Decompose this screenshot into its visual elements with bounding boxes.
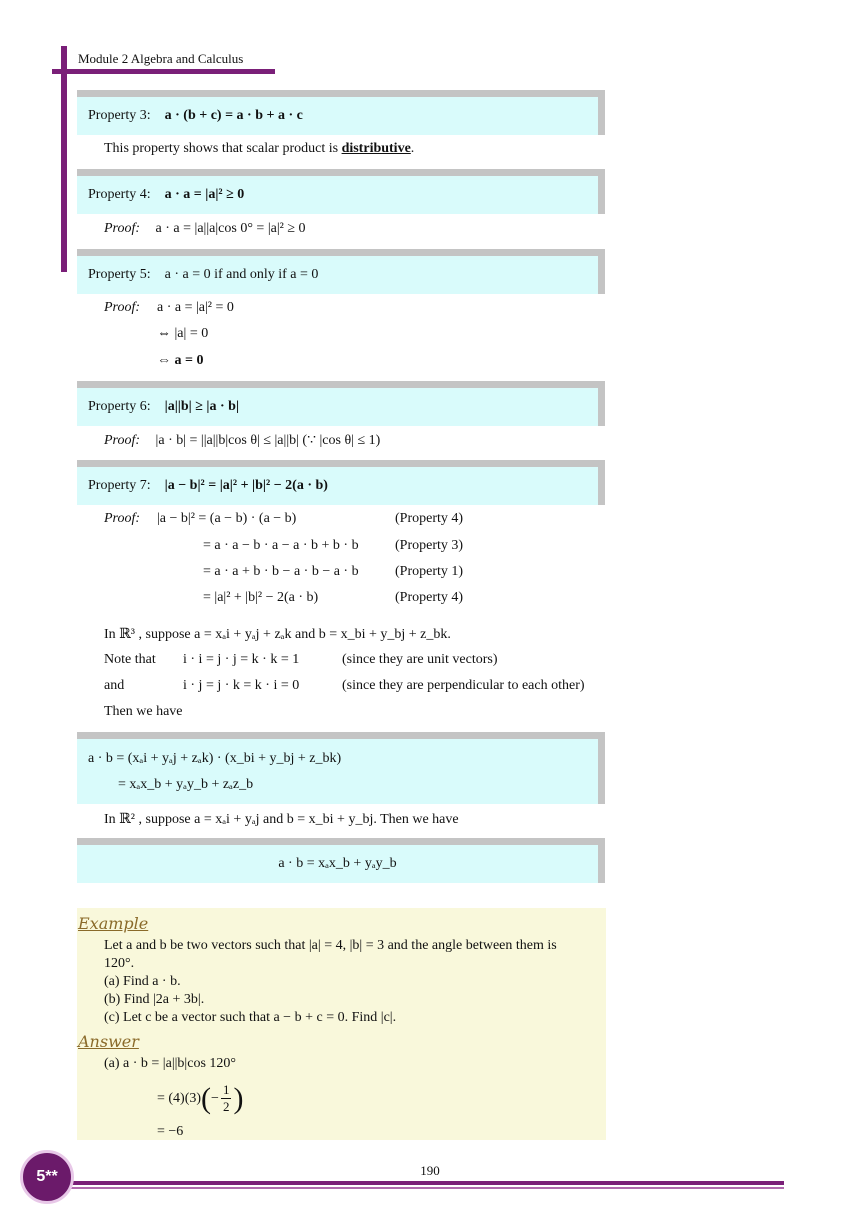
property-7-label: Property 7: xyxy=(88,478,151,493)
example-part: (a) Find a · b. xyxy=(104,974,181,989)
property-3-box xyxy=(77,90,605,135)
r3-box-line2: = xₐx_b + yₐy_b + zₐz_b xyxy=(118,777,254,792)
proof-reason: (Property 3) xyxy=(395,538,464,553)
example-text: Let a and b be two vectors such that |a| = 4, |b| = 3 and the angle between them is xyxy=(104,938,557,953)
property-6-box xyxy=(77,381,605,426)
note-expression: i · i = j · j = k · k = 1 xyxy=(183,652,300,667)
property-7-formula: |a − b|² = |a|² + |b|² − 2(a · b) xyxy=(164,478,328,493)
footer-rule-thin xyxy=(66,1187,784,1189)
note-reason: (since they are unit vectors) xyxy=(342,652,498,667)
and-expression: i · j = j · k = k · i = 0 xyxy=(183,678,300,693)
and-reason: (since they are perpendicular to each other) xyxy=(342,678,585,693)
example-part: (b) Find |2a + 3b|. xyxy=(104,992,205,1007)
r2-dot-product-box xyxy=(77,838,605,883)
footer-rule xyxy=(66,1181,784,1185)
example-text-cont: 120°. xyxy=(104,956,135,971)
module-title: Module 2 Algebra and Calculus xyxy=(78,51,244,66)
property-5-proof-line: ⇔ a = 0 xyxy=(157,353,204,368)
example-heading: Example xyxy=(78,914,149,933)
example-part: (c) Let c be a vector such that a − b + c = 0. Find |c|. xyxy=(104,1010,397,1025)
r3-dot-product-box xyxy=(77,732,605,804)
note-label: Note that xyxy=(104,652,156,667)
property-3-formula: a · (b + c) = a · b + a · c xyxy=(164,108,303,123)
property-7-proof-label: Proof: xyxy=(104,511,141,526)
page-number: 190 xyxy=(420,1163,440,1178)
proof-reason: (Property 4) xyxy=(395,511,464,526)
property-5-formula: a · a = 0 if and only if a = 0 xyxy=(164,267,319,282)
answer-line: (a) a · b = |a||b|cos 120° xyxy=(104,1056,236,1071)
fraction: $\frac{1}{2}$ xyxy=(222,1082,230,1114)
property-7-box xyxy=(77,460,605,505)
property-6-label: Property 6: xyxy=(88,399,151,414)
r3-intro: In ℝ³ , suppose a = xₐi + yₐj + zₐk and b = x_bi + y_bj + z_bk. xyxy=(104,627,451,642)
property-5-proof-line: a · a = |a|² = 0 xyxy=(157,300,234,315)
proof-step: = a · a + b · b − a · b − a · b xyxy=(203,564,359,579)
proof-step: |a − b|² = (a − b) · (a − b) xyxy=(157,511,297,526)
distributive-term: distributive xyxy=(341,141,411,156)
property-4-box xyxy=(77,169,605,214)
property-5-proof-line: ⇔ |a| = 0 xyxy=(157,326,209,341)
header-underline xyxy=(52,69,275,74)
proof-step: = |a|² + |b|² − 2(a · b) xyxy=(203,590,319,605)
property-5-proof-label: Proof: xyxy=(104,300,141,315)
r2-intro: In ℝ² , suppose a = xₐi + yₐj and b = x_bi + y_bj. Then we have xyxy=(104,812,459,827)
property-5-box xyxy=(77,249,605,294)
proof-step: = a · a − b · a − a · b + b · b xyxy=(203,538,359,553)
property-4-label: Property 4: xyxy=(88,187,151,202)
property-3-label: Property 3: xyxy=(88,108,151,123)
proof-reason: (Property 1) xyxy=(395,564,464,579)
level-badge: 5** xyxy=(20,1150,74,1204)
property-6-proof: Proof: |a · b| = ||a||b|cos θ| ≤ |a||b| (∵ |cos θ| ≤ 1) xyxy=(104,433,381,448)
answer-line: = −6 xyxy=(157,1124,184,1139)
r2-formula: a · b = xₐx_b + yₐy_b xyxy=(278,856,397,871)
proof-reason: (Property 4) xyxy=(395,590,464,605)
property-6-formula: |a||b| ≥ |a · b| xyxy=(164,399,240,414)
answer-heading: Answer xyxy=(78,1032,139,1051)
then-text: Then we have xyxy=(104,704,183,719)
answer-fraction-line: = (4)(3) ( − $\frac{1}{2}$ ) xyxy=(157,1081,244,1115)
and-label: and xyxy=(104,678,125,693)
property-4-proof: Proof: a · a = |a||a|cos 0° = |a|² ≥ 0 xyxy=(104,221,306,236)
property-5-label: Property 5: xyxy=(88,267,151,282)
property-4-formula: a · a = |a|² ≥ 0 xyxy=(164,187,245,202)
header-accent-bar xyxy=(61,46,67,272)
property-3-note: This property shows that scalar product is distributive. xyxy=(104,141,415,156)
r3-box-line1: a · b = (xₐi + yₐj + zₐk) · (x_bi + y_bj + z_bk) xyxy=(88,751,342,766)
